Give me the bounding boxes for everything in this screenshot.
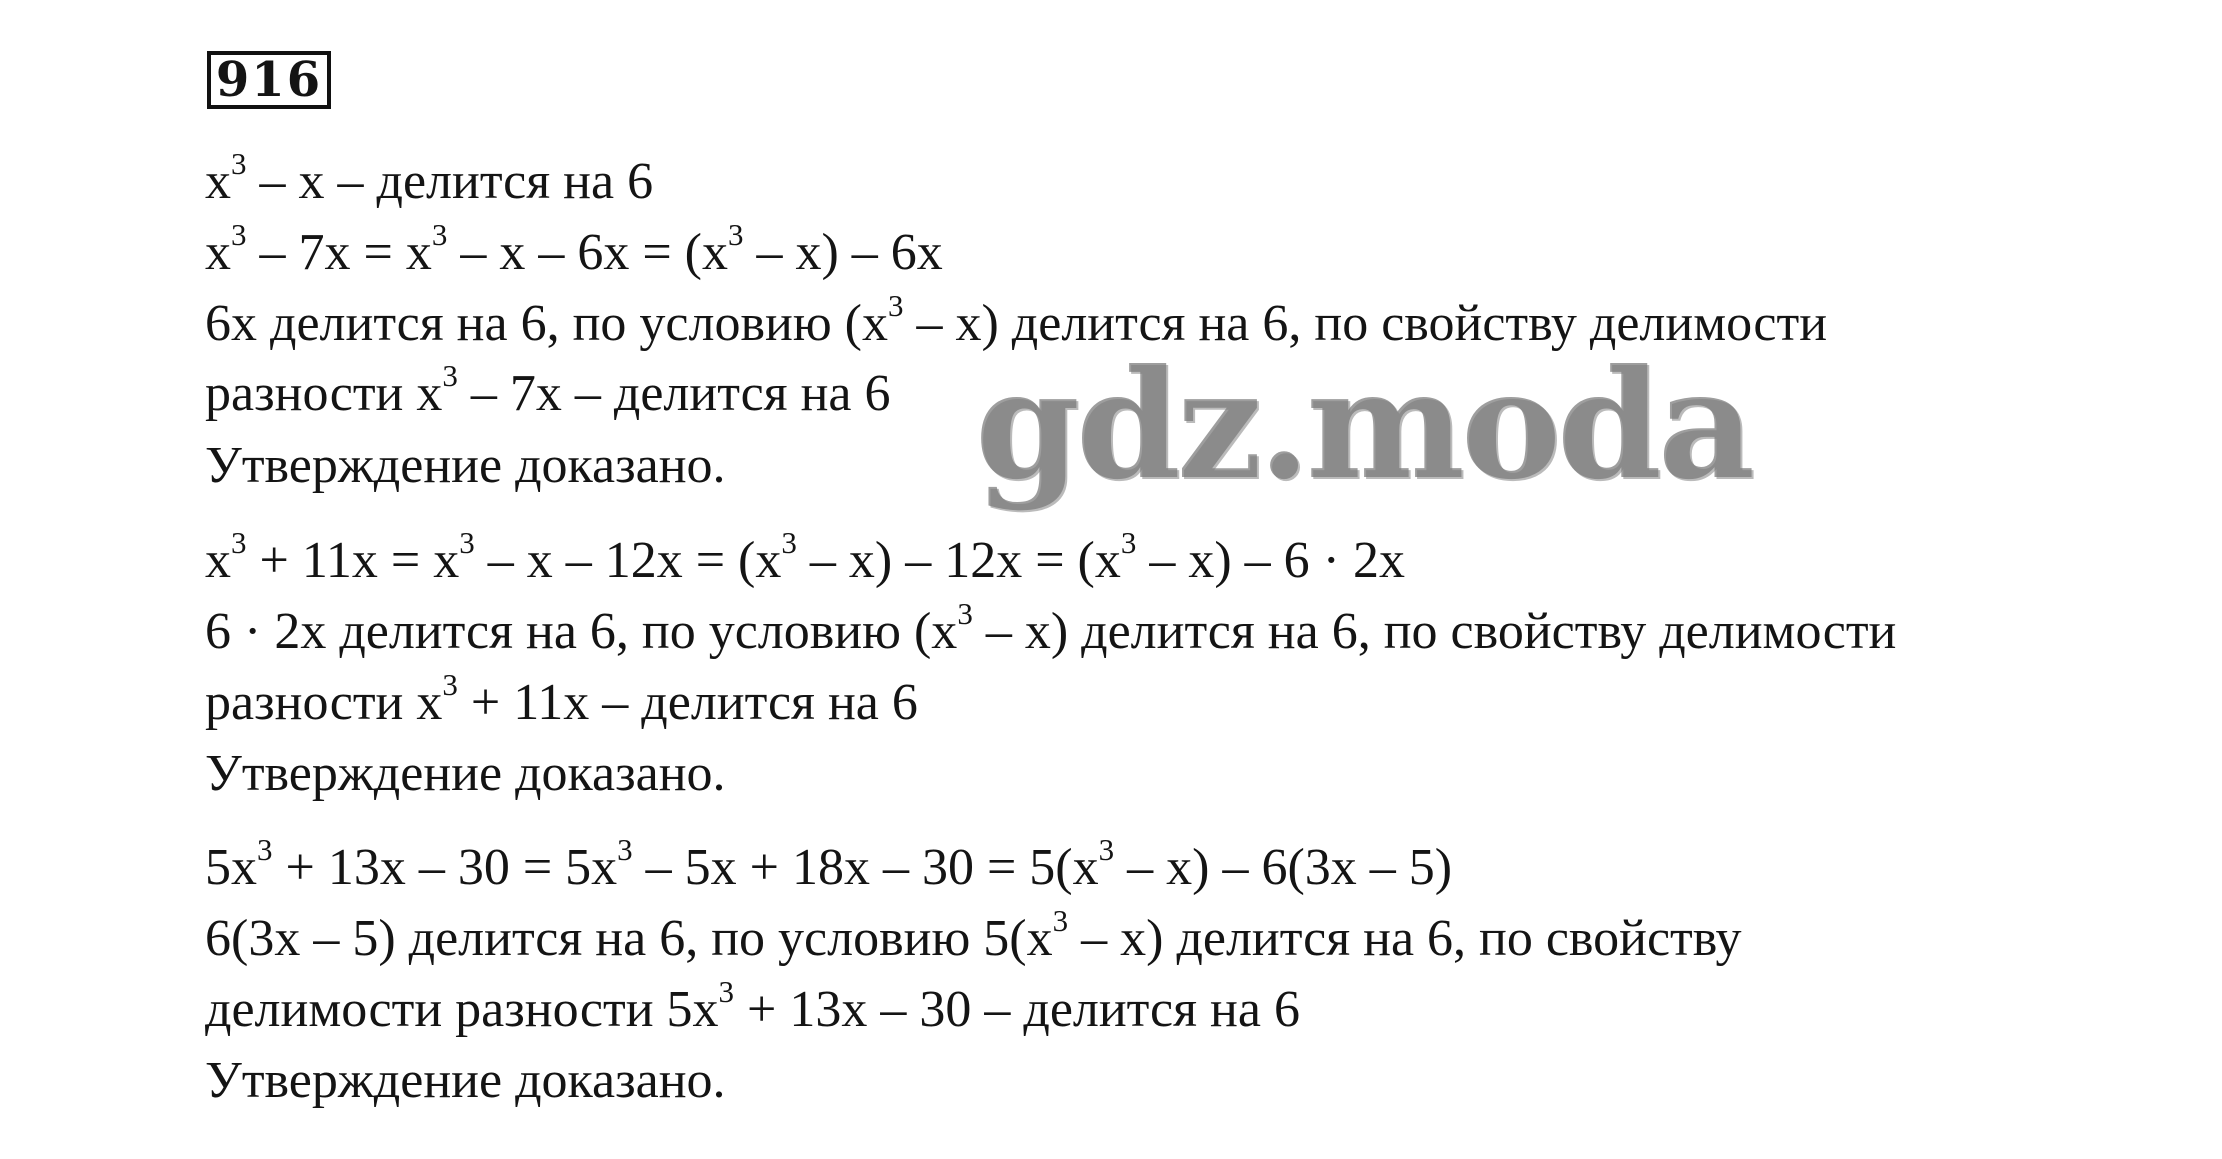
watermark-logo: gdz.moda (975, 337, 1752, 513)
solution-line: $5x^3 + 13x - 30 = 5x^3 - 5x + 18x - 30 = 5(x^3 - x) - 6(3x - 5)$ (205, 831, 1453, 896)
solution-line: 6 · 2x делится на 6, по условию $(x^3 - x)$ делится на 6, по свойству делимости (205, 595, 1897, 660)
solution-line: $x^3 + 11x = x^3 - x - 12x = (x^3 - x) - 12x = (x^3 - x) - 6 \cdot 2x$ (205, 524, 1405, 589)
solution-line: 6(3x – 5) делится на 6, по условию $5(x^3 - x)$ делится на 6, по свойству (205, 902, 1742, 967)
solution-line: 6x делится на 6, по условию $(x^3 - x)$ делится на 6, по свойству делимости (205, 287, 1828, 352)
problem-number: 916 (207, 51, 331, 109)
conclusion-line: Утверждение доказано. (205, 437, 726, 494)
solution-line: $x^3$ – x – делится на 6 (205, 145, 654, 210)
solution-line: делимости разности $5x^3 + 13x - 30$ – делится на 6 (205, 973, 1300, 1038)
conclusion-line: Утверждение доказано. (205, 745, 726, 802)
solution-line: разности $x^3 + 11x$ – делится на 6 (205, 666, 918, 731)
solution-line: $x^3 - 7x = x^3 - x - 6x = (x^3 - x) - 6x$ (205, 216, 943, 281)
conclusion-line: Утверждение доказано. (205, 1052, 726, 1109)
solution-line: разности $x^3 - 7x$ – делится на 6 (205, 357, 891, 422)
